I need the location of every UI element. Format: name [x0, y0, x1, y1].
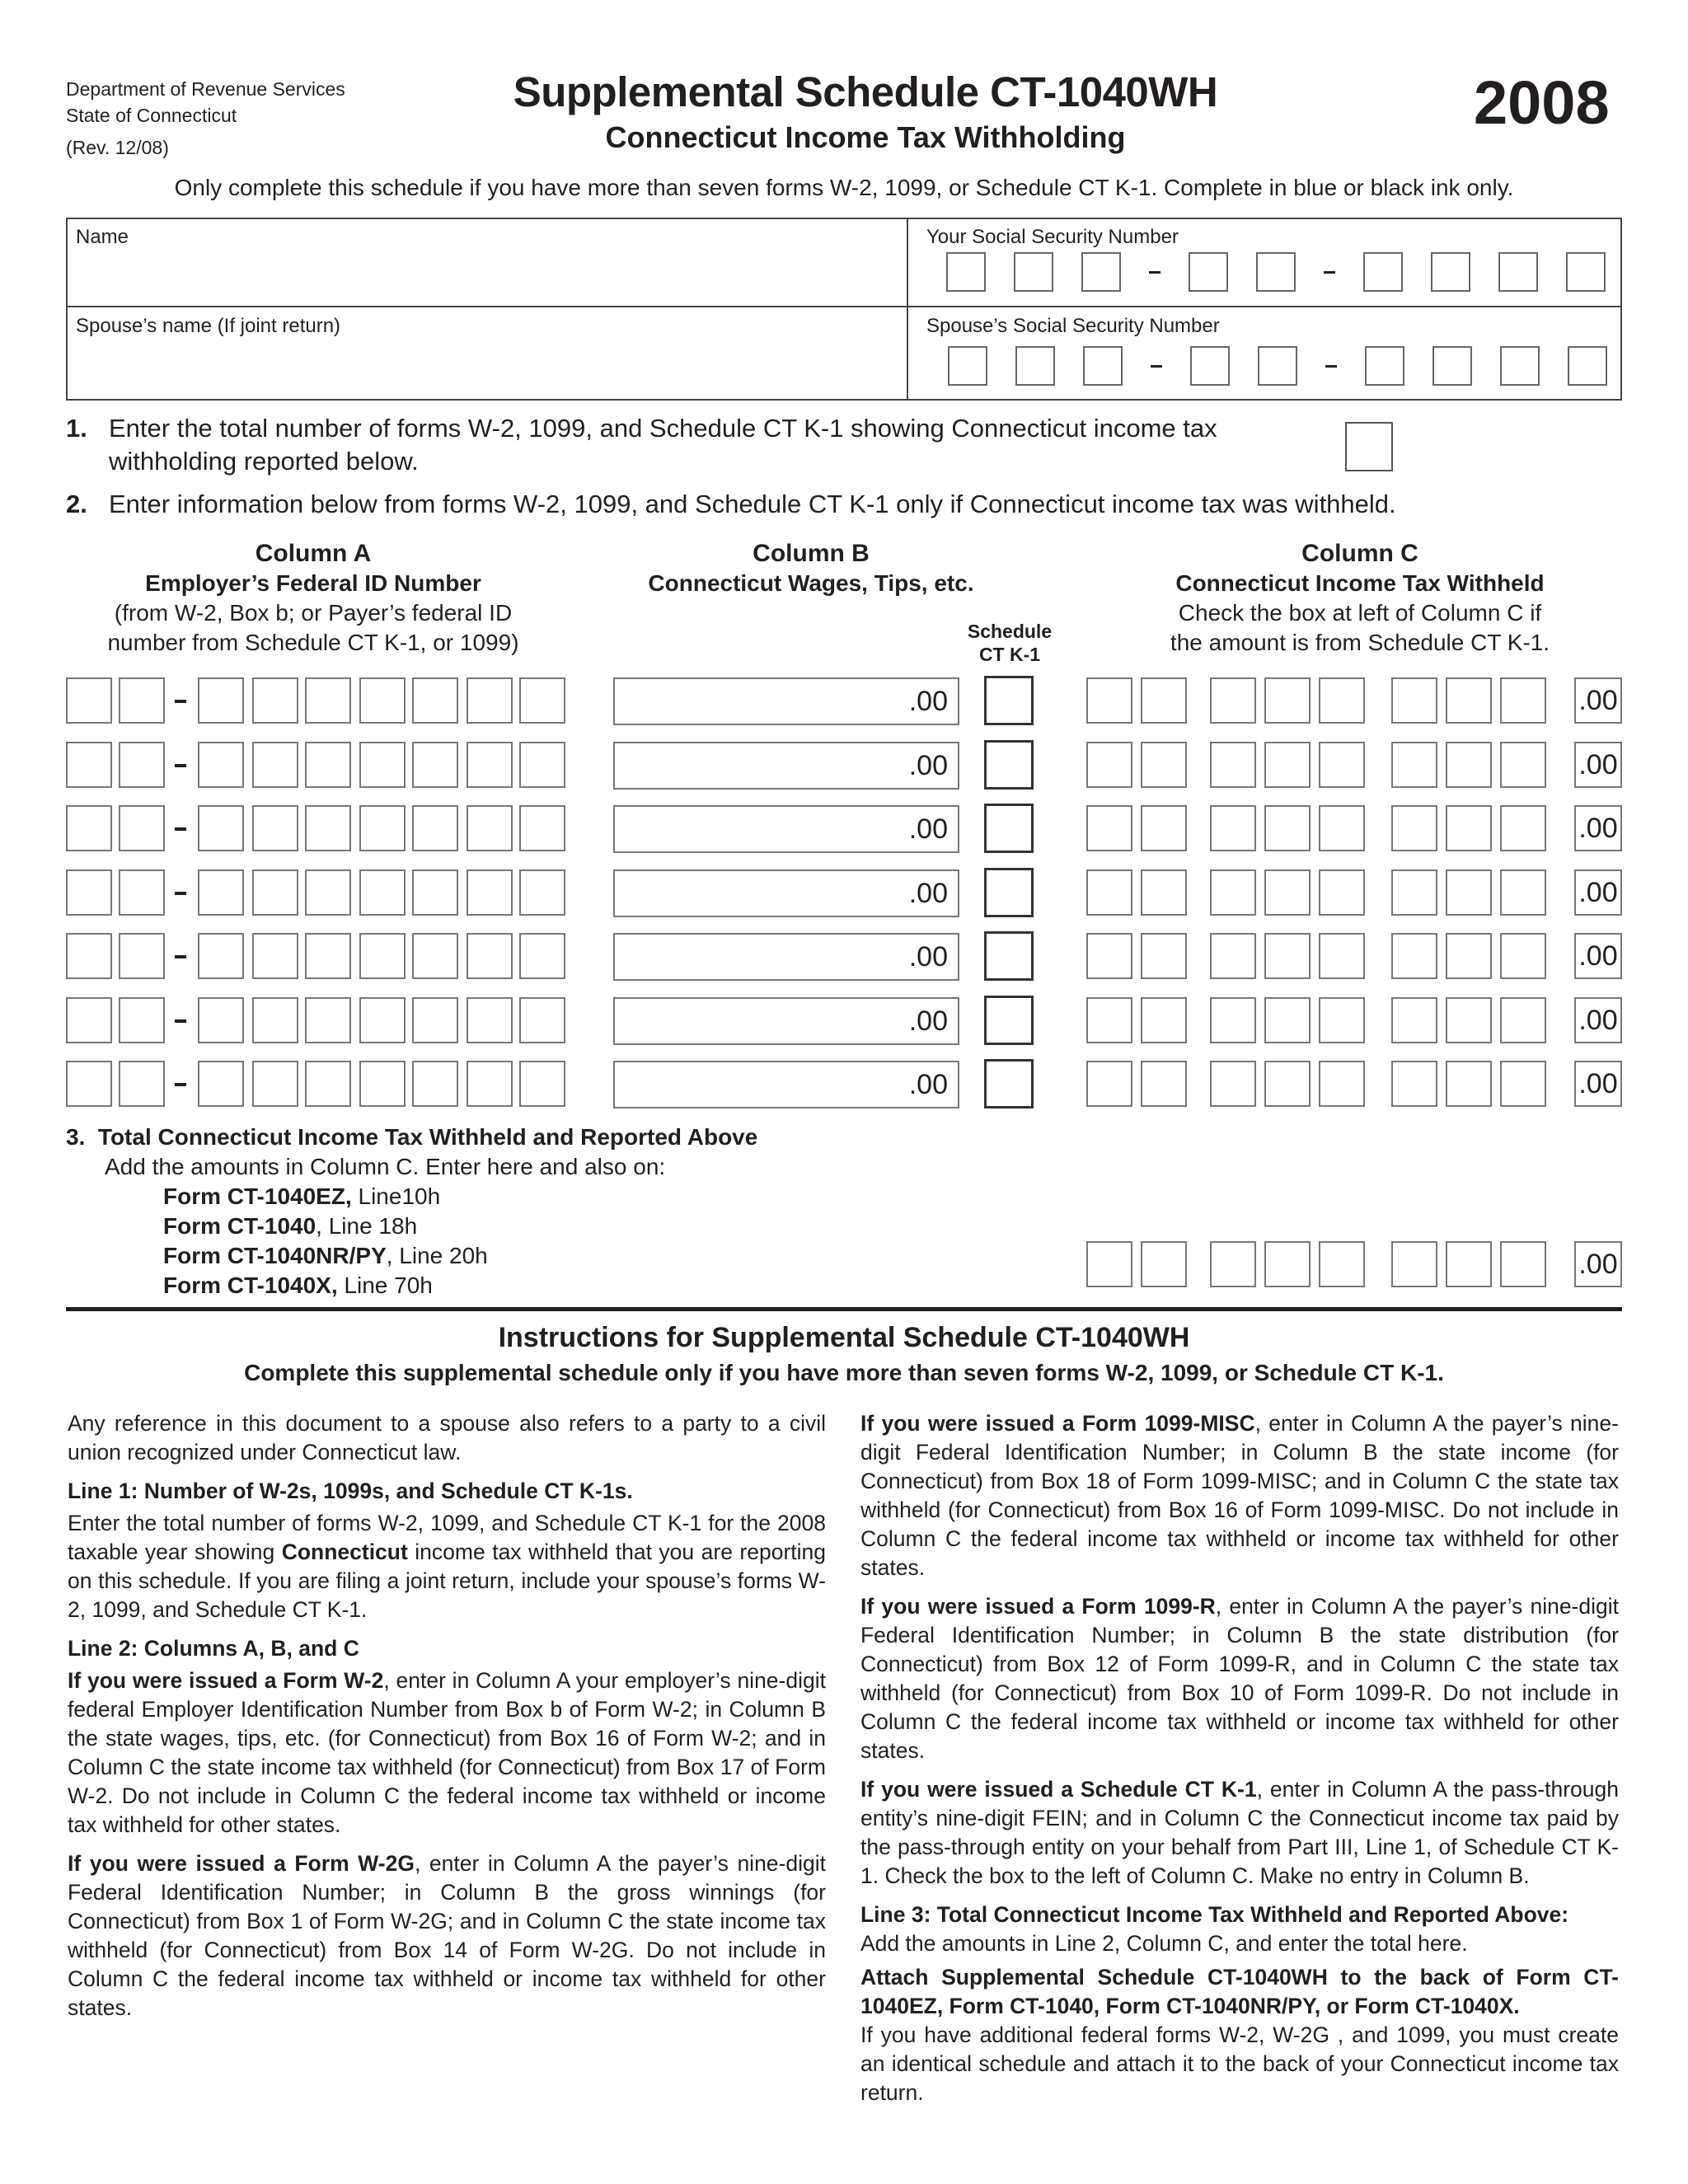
withheld-digit-box[interactable] — [1500, 677, 1546, 724]
withheld-digit-box[interactable] — [1264, 677, 1311, 724]
fein-digit-box[interactable] — [119, 742, 165, 788]
civil-union-note: Any reference in this document to a spouse also refers to a party to a civil union recognized under Connecticut law. — [68, 1411, 826, 1465]
ssn-digit-box[interactable] — [1566, 252, 1606, 292]
text: Attach Supplemental Schedule CT-1040WH to the back of Form CT- 1040EZ, Form CT-1040, Form CT-1040NR/PY, or Form CT-1040X. — [860, 1965, 1619, 2018]
column-title: Column C — [1301, 540, 1418, 567]
withheld-cents-box: .00 — [1574, 677, 1622, 724]
fein-digit-box[interactable] — [412, 805, 458, 851]
text: income tax withheld that you are reporting on this schedule. If you are filing a joint return, include your spouse’s forms W-2, 1099, and Schedule CT K-1. — [68, 1540, 827, 1622]
dash-separator — [1325, 365, 1337, 368]
form-line: , Line 18h — [316, 1213, 418, 1239]
withheld-digit-box[interactable] — [1500, 933, 1546, 979]
ssn-digit-box[interactable] — [1498, 252, 1538, 292]
withheld-digit-box[interactable] — [1319, 1061, 1365, 1107]
1099-misc-instructions — [860, 1409, 1619, 1582]
withheld-digit-box[interactable] — [1210, 742, 1256, 788]
k1-header-text: Schedule — [967, 621, 1053, 642]
total-digit-box[interactable] — [1446, 1241, 1492, 1287]
total-digit-box[interactable] — [1264, 1241, 1311, 1287]
fein-digit-box[interactable] — [412, 1061, 458, 1107]
total-digit-box[interactable] — [1391, 1241, 1437, 1287]
withheld-digit-box[interactable] — [1264, 742, 1311, 788]
text: Add the amounts in Line 2, Column C, and enter the total here. — [860, 1931, 1468, 1956]
line-1-text — [109, 412, 1395, 478]
fein-digit-box[interactable] — [412, 997, 458, 1043]
line-3-total-field[interactable] — [0, 1241, 1688, 1291]
k1-header-text: CT K-1 — [978, 644, 1041, 665]
spouse-ssn-field[interactable] — [948, 346, 1635, 386]
withheld-digit-box[interactable] — [1446, 1061, 1492, 1107]
fein-digit-box[interactable] — [519, 1061, 565, 1107]
fein-digit-box[interactable] — [252, 742, 298, 788]
fein-digit-box[interactable] — [252, 869, 298, 916]
withheld-digit-box[interactable] — [1500, 997, 1546, 1043]
schedule-k1-checkbox[interactable] — [984, 1059, 1034, 1108]
column-note: the amount is from Schedule CT K-1. — [1170, 630, 1550, 655]
withheld-digit-box[interactable] — [1500, 742, 1546, 788]
form-name: Form CT-1040NR/PY — [163, 1243, 387, 1268]
withheld-digit-box[interactable] — [1446, 805, 1492, 851]
line-number: 2. — [66, 490, 87, 518]
withheld-digit-box[interactable] — [1391, 933, 1437, 979]
state-name: State of Connecticut — [66, 105, 237, 126]
column-c-header — [1104, 539, 1615, 658]
ssn-digit-box[interactable] — [1015, 346, 1055, 386]
fein-digit-box[interactable] — [66, 1061, 112, 1107]
withheld-digit-box[interactable] — [1210, 997, 1256, 1043]
withheld-digit-box[interactable] — [1391, 677, 1437, 724]
form-count-field[interactable] — [1345, 422, 1393, 471]
fein-digit-box[interactable] — [519, 869, 565, 916]
fein-digit-box[interactable] — [305, 805, 351, 851]
withheld-digit-box[interactable] — [1264, 997, 1311, 1043]
text: Line 3: Total Connecticut Income Tax Withheld and Reported Above: — [860, 1902, 1569, 1927]
form-line: Line10h — [351, 1183, 441, 1209]
withheld-digit-box[interactable] — [1086, 677, 1132, 724]
withheld-digit-box[interactable] — [1086, 933, 1132, 979]
dash-separator — [175, 1019, 186, 1023]
1099-r-instructions — [860, 1592, 1619, 1765]
text: If you were issued a Form W-2 — [68, 1668, 384, 1693]
schedule-k1-checkbox[interactable] — [984, 676, 1034, 725]
dash-separator — [175, 764, 186, 767]
column-title: Column A — [255, 540, 372, 567]
instructions-right-column — [860, 1409, 1619, 2117]
column-a-header — [66, 539, 560, 658]
withheld-digit-box[interactable] — [1086, 805, 1132, 851]
dash-separator — [175, 955, 186, 958]
withheld-digit-box[interactable] — [1319, 869, 1365, 916]
fein-digit-box[interactable] — [66, 805, 112, 851]
line-number: 1. — [66, 414, 87, 443]
fein-digit-box[interactable] — [412, 933, 458, 979]
text: If you were issued a Schedule CT K-1 — [860, 1777, 1257, 1802]
fein-digit-box[interactable] — [359, 677, 406, 724]
fein-digit-box[interactable] — [305, 997, 351, 1043]
wages-field[interactable]: .00 — [613, 869, 959, 917]
withheld-digit-box[interactable] — [1141, 677, 1187, 724]
schedule-k1-checkbox[interactable] — [984, 804, 1034, 853]
instructions-title: Instructions for Supplemental Schedule CT-1040WH — [498, 1322, 1190, 1353]
fein-digit-box[interactable] — [252, 997, 298, 1043]
fein-digit-box[interactable] — [412, 677, 458, 724]
fein-digit-box[interactable] — [467, 869, 513, 916]
withheld-digit-box[interactable] — [1319, 742, 1365, 788]
form-name: Form CT-1040X, — [163, 1272, 338, 1298]
withheld-digit-box[interactable] — [1141, 742, 1187, 788]
text: , enter in Column A the payer’s nine-digit Federal Identification Number; in Column B the state distribution (for Connecticut) from Box 12 of Form 1099-R, and in Column C the state tax withheld (for Connecticut) from Box 10 of Form 1099-R. Do not include in Column C the federal income tax withheld or income tax withheld for other states. — [860, 1594, 1619, 1763]
line-2-heading: Line 2: Columns A, B, and C — [68, 1636, 359, 1661]
line-1-text-part: withholding reported below. — [109, 447, 419, 476]
column-note: (from W-2, Box b; or Payer’s federal ID — [114, 600, 513, 626]
withheld-cents-box: .00 — [1574, 805, 1622, 851]
withheld-digit-box[interactable] — [1141, 933, 1187, 979]
withheld-digit-box[interactable] — [1500, 869, 1546, 916]
ssn-digit-box[interactable] — [1014, 252, 1053, 292]
schedule-k1-header — [948, 620, 1071, 666]
withheld-digit-box[interactable] — [1264, 805, 1311, 851]
tax-year: 2008 — [1474, 68, 1610, 137]
withheld-digit-box[interactable] — [1210, 869, 1256, 916]
dash-separator — [175, 892, 186, 895]
withheld-digit-box[interactable] — [1264, 869, 1311, 916]
fein-digit-box[interactable] — [198, 742, 244, 788]
text: , enter in Column A the pass-through entity’s nine-digit FEIN; and in Column C the Connecticut income tax paid by the pass-through entity on your behalf from Part III, Line 1, of Schedule CT K-1. Check the box to the left of Column C. Make no entry in Column B. — [860, 1777, 1619, 1888]
ssn-digit-box[interactable] — [1363, 252, 1403, 292]
total-digit-box[interactable] — [1210, 1241, 1256, 1287]
w2-instructions — [68, 1666, 826, 1840]
withheld-digit-box[interactable] — [1446, 869, 1492, 916]
column-subtitle: Connecticut Wages, Tips, etc. — [648, 570, 974, 596]
total-cents-box: .00 — [1574, 1241, 1622, 1287]
withheld-digit-box[interactable] — [1141, 869, 1187, 916]
fein-digit-box[interactable] — [66, 742, 112, 788]
line-1-heading: Line 1: Number of W-2s, 1099s, and Schedule CT K-1s. — [68, 1479, 633, 1503]
fein-digit-box[interactable] — [305, 933, 351, 979]
withheld-digit-box[interactable] — [1210, 1061, 1256, 1107]
withheld-digit-box[interactable] — [1319, 933, 1365, 979]
total-digit-box[interactable] — [1141, 1241, 1187, 1287]
fein-digit-box[interactable] — [467, 933, 513, 979]
line-3-instructions — [860, 1900, 1619, 1958]
dash-separator — [1324, 271, 1335, 274]
withheld-cents-box: .00 — [1574, 1061, 1622, 1107]
wages-field[interactable]: .00 — [613, 997, 959, 1045]
fein-digit-box[interactable] — [519, 997, 565, 1043]
form-line: , Line 20h — [386, 1243, 488, 1268]
fein-digit-box[interactable] — [119, 869, 165, 916]
fein-digit-box[interactable] — [519, 677, 565, 724]
fein-digit-box[interactable] — [119, 677, 165, 724]
withheld-digit-box[interactable] — [1141, 997, 1187, 1043]
fein-digit-box[interactable] — [305, 677, 351, 724]
withheld-digit-box[interactable] — [1086, 997, 1132, 1043]
withheld-cents-box: .00 — [1574, 933, 1622, 979]
ssn-digit-box[interactable] — [1365, 346, 1404, 386]
text: If you were issued a Form 1099-R — [860, 1594, 1216, 1619]
wages-field[interactable]: .00 — [613, 677, 959, 725]
wages-field[interactable]: .00 — [613, 933, 959, 981]
withheld-cents-box: .00 — [1574, 742, 1622, 788]
fein-digit-box[interactable] — [252, 677, 298, 724]
fein-digit-box[interactable] — [467, 742, 513, 788]
instructions-subtitle: Complete this supplemental schedule only if you have more than seven forms W-2, 1099, or Schedule CT K-1. — [244, 1360, 1444, 1385]
fein-digit-box[interactable] — [359, 805, 406, 851]
fein-digit-box[interactable] — [412, 869, 458, 916]
withheld-digit-box[interactable] — [1210, 805, 1256, 851]
schedule-k1-checkbox[interactable] — [984, 996, 1034, 1045]
withheld-digit-box[interactable] — [1210, 677, 1256, 724]
ssn-digit-box[interactable] — [948, 346, 987, 386]
withheld-digit-box[interactable] — [1391, 1061, 1437, 1107]
column-subtitle: Connecticut Income Tax Withheld — [1175, 570, 1545, 596]
fein-digit-box[interactable] — [66, 933, 112, 979]
fein-digit-box[interactable] — [198, 997, 244, 1043]
fein-digit-box[interactable] — [198, 869, 244, 916]
ssn-digit-box[interactable] — [1258, 346, 1297, 386]
column-b-header — [613, 539, 1009, 598]
fein-digit-box[interactable] — [412, 742, 458, 788]
fein-digit-box[interactable] — [519, 933, 565, 979]
form-name: Form CT-1040EZ, — [163, 1183, 352, 1209]
form-reference — [163, 1212, 757, 1241]
ssn-field[interactable] — [946, 252, 1634, 292]
total-digit-box[interactable] — [1319, 1241, 1365, 1287]
text: , enter in Column A your employer’s nine-digit federal Employer Identification Number from Box b of Form W-2; in Column B the state wages, tips, etc. (for Connecticut) from Box 16 of Form W-2; and in Column C the state income tax withheld (for Connecticut) from Box 17 of Form W-2. Do not include in Column C the federal income tax withheld or income tax withheld for other states. — [68, 1668, 826, 1837]
withheld-digit-box[interactable] — [1446, 933, 1492, 979]
completion-note: Only complete this schedule if you have more than seven forms W-2, 1099, or Schedule CT K-1. Complete in blue or black ink only. — [174, 175, 1514, 200]
fein-digit-box[interactable] — [252, 805, 298, 851]
line-3-title: Total Connecticut Income Tax Withheld and Reported Above — [97, 1124, 758, 1150]
spouse-ssn-label: Spouse’s Social Security Number — [926, 315, 1220, 337]
fein-digit-box[interactable] — [119, 1061, 165, 1107]
divider — [68, 306, 1620, 307]
ssn-digit-box[interactable] — [1189, 252, 1228, 292]
text: Enter the total number of forms W-2, 1099, and Schedule CT K-1 for the 2008 taxable year showing — [68, 1511, 826, 1564]
name-field[interactable] — [76, 254, 892, 300]
divider — [907, 219, 908, 399]
text: If you have additional federal forms W-2, W-2G , and 1099, you must create an identical schedule and attach it to the back of your Connecticut income tax return. — [860, 2022, 1619, 2105]
withheld-digit-box[interactable] — [1319, 997, 1365, 1043]
wages-field[interactable]: .00 — [613, 1061, 959, 1108]
withheld-digit-box[interactable] — [1141, 1061, 1187, 1107]
w2g-instructions — [68, 1849, 826, 2022]
dash-separator — [175, 827, 186, 831]
spouse-name-field[interactable] — [76, 343, 892, 392]
form-title: Supplemental Schedule CT-1040WH — [513, 68, 1218, 115]
fein-digit-box[interactable] — [198, 805, 244, 851]
fein-digit-box[interactable] — [305, 869, 351, 916]
ssn-digit-box[interactable] — [1081, 252, 1121, 292]
withheld-digit-box[interactable] — [1391, 997, 1437, 1043]
withheld-digit-box[interactable] — [1319, 805, 1365, 851]
ssn-digit-box[interactable] — [946, 252, 986, 292]
fein-digit-box[interactable] — [359, 997, 406, 1043]
text: , enter in Column A the payer’s nine-digit Federal Identification Number; in Column B the state income (for Connecticut) from Box 18 of Form 1099-MISC; and in Column C the state tax withheld (for Connecticut) from Box 16 of Form 1099-MISC. Do not include in Column C the federal income tax withheld or income tax withheld for other states. — [860, 1411, 1619, 1580]
fein-digit-box[interactable] — [66, 997, 112, 1043]
fein-digit-box[interactable] — [252, 933, 298, 979]
column-note: number from Schedule CT K-1, or 1099) — [107, 630, 519, 655]
wages-field[interactable]: .00 — [613, 742, 959, 790]
withheld-cents-box: .00 — [1574, 997, 1622, 1043]
fein-digit-box[interactable] — [198, 1061, 244, 1107]
taxpayer-identification-box — [66, 218, 1622, 401]
form-line: Line 70h — [337, 1272, 433, 1298]
withheld-digit-box[interactable] — [1391, 805, 1437, 851]
fein-digit-box[interactable] — [119, 805, 165, 851]
fein-digit-box[interactable] — [66, 677, 112, 724]
withheld-digit-box[interactable] — [1086, 869, 1132, 916]
text: If you were issued a Form W-2G — [68, 1851, 415, 1876]
dash-separator — [175, 700, 186, 703]
withheld-digit-box[interactable] — [1141, 805, 1187, 851]
ssn-digit-box[interactable] — [1500, 346, 1540, 386]
fein-digit-box[interactable] — [119, 933, 165, 979]
line-3-text: Add the amounts in Column C. Enter here and also on: — [105, 1154, 666, 1179]
column-note: Check the box at left of Column C if — [1178, 600, 1542, 626]
total-digit-box[interactable] — [1500, 1241, 1546, 1287]
fein-digit-box[interactable] — [359, 1061, 406, 1107]
fein-digit-box[interactable] — [359, 742, 406, 788]
text: Connecticut — [281, 1540, 408, 1564]
withheld-digit-box[interactable] — [1391, 869, 1437, 916]
fein-digit-box[interactable] — [467, 997, 513, 1043]
fein-digit-box[interactable] — [359, 869, 406, 916]
department-name: Department of Revenue Services — [66, 78, 345, 100]
withheld-digit-box[interactable] — [1086, 1061, 1132, 1107]
fein-digit-box[interactable] — [252, 1061, 298, 1107]
withheld-digit-box[interactable] — [1446, 677, 1492, 724]
ssn-digit-box[interactable] — [1432, 346, 1472, 386]
text: , enter in Column A the payer’s nine-digit Federal Identification Number; in Column B the gross winnings (for Connecticut) from Box 1 of Form W-2G; and in Column C the state income tax withheld (for Connecticut) from Box 14 of Form W-2G. Do not include in Column C the federal income tax withheld or income tax withheld for other states. — [68, 1851, 826, 2020]
withheld-digit-box[interactable] — [1446, 997, 1492, 1043]
line-1-text-part: Enter the total number of forms W-2, 1099, and Schedule CT K-1 showing Connecticut income tax — [109, 414, 1217, 443]
ssn-digit-box[interactable] — [1083, 346, 1123, 386]
wages-field[interactable]: .00 — [613, 805, 959, 853]
line-number: 3. — [66, 1124, 86, 1150]
fein-digit-box[interactable] — [66, 869, 112, 916]
fein-digit-box[interactable] — [519, 805, 565, 851]
dash-separator — [175, 1083, 186, 1086]
ssn-label: Your Social Security Number — [926, 226, 1179, 248]
ssn-digit-box[interactable] — [1256, 252, 1296, 292]
dash-separator — [1149, 271, 1160, 274]
withheld-digit-box[interactable] — [1264, 1061, 1311, 1107]
form-subtitle: Connecticut Income Tax Withholding — [605, 120, 1126, 154]
section-divider — [66, 1307, 1622, 1311]
withheld-cents-box: .00 — [1574, 869, 1622, 916]
withheld-digit-box[interactable] — [1500, 1061, 1546, 1107]
fein-digit-box[interactable] — [467, 805, 513, 851]
fein-digit-box[interactable] — [359, 933, 406, 979]
column-title: Column B — [753, 540, 870, 567]
schedule-k1-checkbox[interactable] — [984, 931, 1034, 981]
line-1-instructions — [68, 1509, 826, 1624]
schedule-k1-checkbox[interactable] — [984, 868, 1034, 917]
fein-digit-box[interactable] — [305, 742, 351, 788]
dash-separator — [1151, 365, 1162, 368]
spouse-name-label: Spouse’s name (If joint return) — [76, 315, 341, 337]
column-subtitle: Employer’s Federal ID Number — [145, 570, 481, 596]
schedule-k1-instructions — [860, 1775, 1619, 1891]
withheld-digit-box[interactable] — [1500, 805, 1546, 851]
attach-instructions — [860, 1963, 1619, 2107]
fein-digit-box[interactable] — [305, 1061, 351, 1107]
text: If you were issued a Form 1099-MISC — [860, 1411, 1255, 1436]
schedule-k1-checkbox[interactable] — [984, 740, 1034, 790]
name-label: Name — [76, 226, 129, 248]
fein-digit-box[interactable] — [467, 1061, 513, 1107]
line-2-text: Enter information below from forms W-2, 1099, and Schedule CT K-1 only if Connecticut income tax was withheld. — [109, 490, 1396, 518]
withheld-digit-box[interactable] — [1210, 933, 1256, 979]
fein-digit-box[interactable] — [519, 742, 565, 788]
ssn-digit-box[interactable] — [1190, 346, 1230, 386]
instructions-left-column — [68, 1409, 826, 2032]
ssn-digit-box[interactable] — [1431, 252, 1470, 292]
fein-digit-box[interactable] — [198, 933, 244, 979]
withheld-digit-box[interactable] — [1264, 933, 1311, 979]
fein-digit-box[interactable] — [198, 677, 244, 724]
fein-digit-box[interactable] — [467, 677, 513, 724]
withheld-digit-box[interactable] — [1446, 742, 1492, 788]
withheld-digit-box[interactable] — [1391, 742, 1437, 788]
revision-date: (Rev. 12/08) — [66, 137, 169, 158]
form-name: Form CT-1040 — [163, 1213, 316, 1239]
total-digit-box[interactable] — [1086, 1241, 1132, 1287]
withheld-digit-box[interactable] — [1319, 677, 1365, 724]
form-reference — [163, 1182, 757, 1212]
withheld-digit-box[interactable] — [1086, 742, 1132, 788]
ssn-digit-box[interactable] — [1568, 346, 1607, 386]
fein-digit-box[interactable] — [119, 997, 165, 1043]
